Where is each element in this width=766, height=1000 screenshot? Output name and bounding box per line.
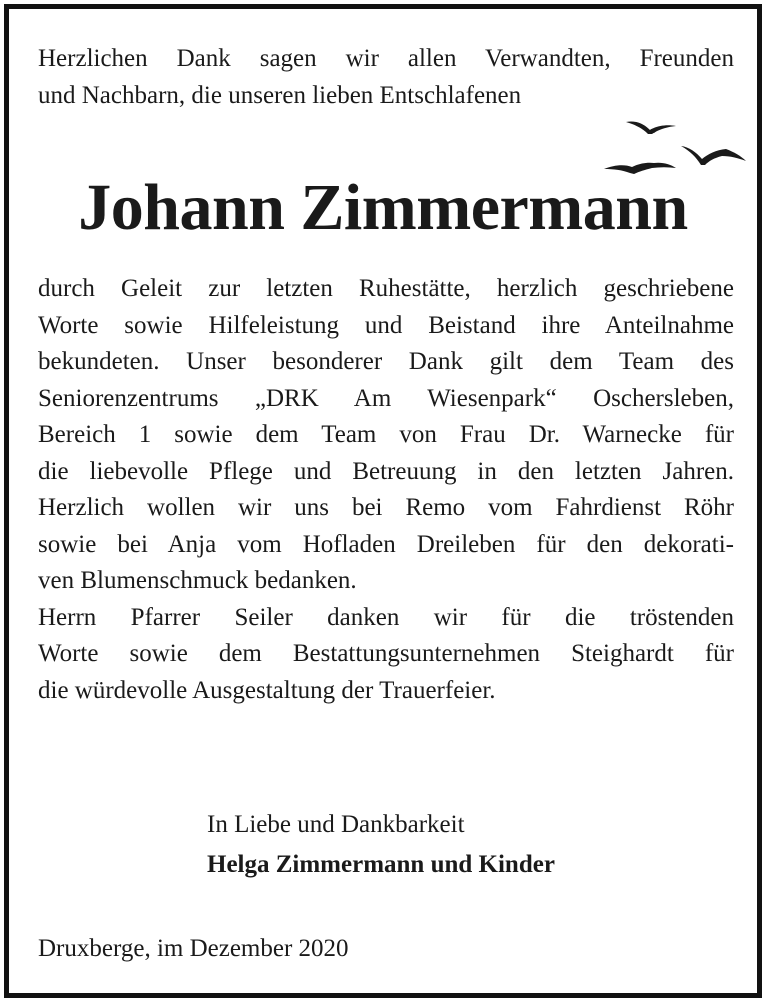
body-line: ven Blumenschmuck bedanken. [38,567,357,594]
body-line: Worte sowie dem Bestattungsunternehmen Steighardt für [38,640,734,667]
body-line: die liebevolle Pflege und Betreuung in den letzten Jahren. [38,457,734,485]
body-line: Bereich 1 sowie dem Team von Frau Dr. Warnecke für [38,421,734,448]
body-line: Worte sowie Hilfeleistung und Beistand ihre Anteilnahme [38,311,734,339]
intro-line: Herzlichen Dank sagen wir allen Verwandten, Freunden [38,45,734,72]
body-line: durch Geleit zur letzten Ruhestätte, herzlich geschriebene [38,275,734,302]
place-date: Druxberge, im Dezember 2020 [38,935,349,962]
closing-greeting: In Liebe und Dankbarkeit [207,811,465,838]
thanks-paragraph [38,271,734,709]
intro-paragraph [38,41,734,114]
body-line: sowie bei Anja vom Hofladen Dreileben für den dekorati- [38,530,734,558]
closing-block [207,805,555,885]
intro-line: und Nachbarn, die unseren lieben Entschlafenen [38,81,522,109]
body-line: Herzlich wollen wir uns bei Remo vom Fahrdienst Röhr [38,494,734,521]
body-line: Seniorenzentrums „DRK Am Wiesenpark“ Oschersleben, [38,384,734,412]
deceased-name: Johann Zimmermann [78,171,688,244]
body-line: die würdevolle Ausgestaltung der Trauerfeier. [38,676,496,704]
body-line: Herrn Pfarrer Seiler danken wir für die tröstenden [38,603,734,631]
obituary-notice-frame [4,4,762,998]
signature: Helga Zimmermann und Kinder [207,851,555,878]
body-line: bekundeten. Unser besonderer Dank gilt dem Team des [38,348,734,375]
